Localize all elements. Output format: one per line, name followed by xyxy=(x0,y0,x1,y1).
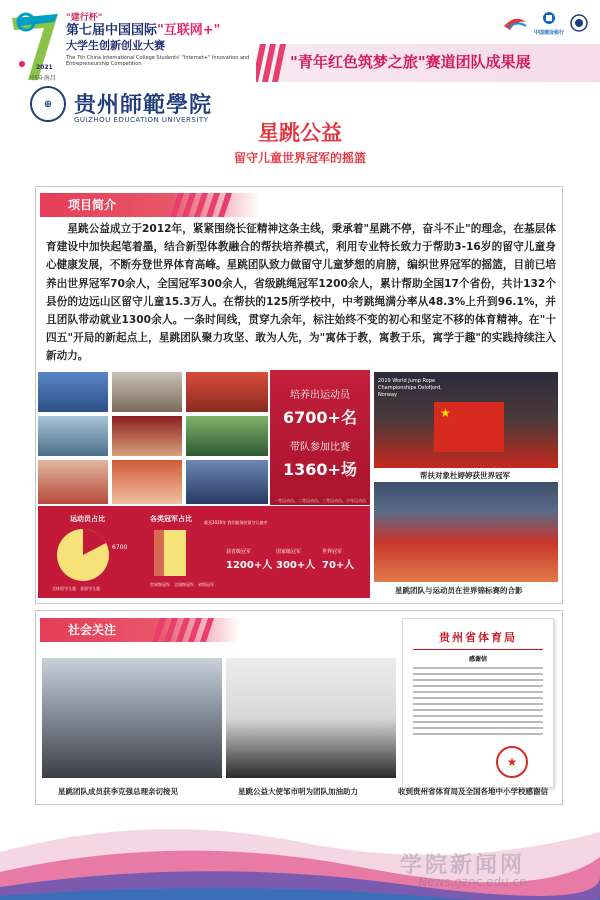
social-section-label: 社会关注 xyxy=(68,623,117,637)
provincial-label: 获省级冠军 xyxy=(226,549,252,555)
champion-legend xyxy=(150,582,214,588)
athletes-label: 培养出运动员 xyxy=(290,390,350,401)
legend-provincial: 省级冠军 xyxy=(198,582,214,587)
stats-panel xyxy=(270,370,370,505)
letter-head: 贵州省体育局 xyxy=(439,631,517,644)
competition-line2: 大学生创新创业大赛 xyxy=(66,39,165,52)
university-name: 贵州師範學院 xyxy=(74,92,213,118)
national-value: 300+人 xyxy=(276,560,316,571)
competition-english: The 7th China International College Students' "Internet+" Innovation and Entrepreneurship Competition xyxy=(66,55,250,67)
competition-location: 中国·南昌 xyxy=(30,75,56,82)
thanks-letter xyxy=(402,618,554,788)
competition-title-block xyxy=(66,10,266,67)
athletes-value: 6700+名 xyxy=(283,408,357,427)
champion-note: 截至2020年 我们服务的留守儿童中 xyxy=(204,520,268,525)
competition-slogan: "建行杯" xyxy=(66,13,103,23)
champion-share-label: 各类冠军占比 xyxy=(150,515,192,523)
champion-bar-segment xyxy=(154,530,164,576)
photo-team-7 xyxy=(38,460,108,504)
section-stripes-icon xyxy=(168,193,248,217)
photo-team-3 xyxy=(186,372,268,412)
intro-paragraph: 星跳公益成立于2012年，紧紧围绕长征精神这条主线，秉承着"星跳不停，奋斗不止"的理念，在基层体育建设中加快起笔着墨，结合新型体教融合的帮扶培养模式，利用专业特长致力于帮助3-16岁的留守儿童身心健康发展，不断夯登世界体育高峰。星跳团队致力做留守儿童梦想的肩膀，编织世界冠军的摇篮，目前已培养出世界冠军70余人，全国冠军300余人，省级跳绳冠军1200余人，累计帮助全国17个省份，共计132个县份的边远山区留守儿童15.3万人。在帮扶的125所学校中，中考跳绳满分率从48.3%上升到96.1%，并且团队带动就业1300余人。一条时间线，贯穿九余年，标注始终不变的初心和坚定不移的体育精神。在"十四五"开局的新起点上，星跳团队聚力攻坚、敢为人先，为"寓体于教，寓教于乐，寓学于趣"的实践持续注入新动力。 xyxy=(46,223,556,363)
watermark-url: News.gznc.edu.cn xyxy=(418,875,527,889)
letter-divider xyxy=(413,649,543,650)
university-english-name: GUIZHOU EDUCATION UNIVERSITY xyxy=(74,116,209,124)
competition-highlight: "互联网+" xyxy=(157,23,221,38)
world-value: 70+人 xyxy=(322,560,355,571)
photo-ambassador xyxy=(226,658,396,778)
athlete-pie-chart xyxy=(56,528,110,582)
athlete-levels-note: 一等运动员、二等运动员、三等运动员、少年运动员 xyxy=(274,498,366,503)
legend-world: 世界级冠军 xyxy=(150,582,170,587)
caption-ambassador: 星跳公益大使邹市明为团队加油助力 xyxy=(238,787,358,796)
champion-bar-chart xyxy=(150,528,190,578)
photo-team-6 xyxy=(186,416,268,456)
competitions-label: 带队参加比赛 xyxy=(290,442,350,453)
photo-team-5 xyxy=(112,416,182,456)
ccb-bank-icon xyxy=(540,11,558,25)
national-label: 国家级冠军 xyxy=(276,549,302,555)
banner-photo-text: 2019 World Jump Rope Championships Oslofjord, Norway xyxy=(378,378,442,398)
star-icon: ★ xyxy=(440,406,451,420)
photo-premier xyxy=(42,658,222,778)
caption-premier: 星跳团队成员获李克强总理亲切接见 xyxy=(58,787,178,796)
competition-logo-icon xyxy=(8,4,64,84)
competition-year: 2021 xyxy=(36,64,53,71)
section-stripes-icon xyxy=(150,618,230,642)
project-subtitle: 留守儿童世界冠军的摇篮 xyxy=(233,151,366,165)
photo-team-2 xyxy=(112,372,182,412)
svg-text:★: ★ xyxy=(506,755,518,769)
caption-thanks-letter: 收到贵州省体育局及全国各地中小学校感谢信 xyxy=(398,787,548,796)
legend-national: 全国级冠军 xyxy=(174,582,194,587)
athlete-share-label: 运动员占比 xyxy=(70,515,105,523)
photo-grid xyxy=(38,372,268,504)
intro-section-label: 项目简介 xyxy=(68,198,117,212)
pie-legend-1: 全体留守儿童 xyxy=(52,586,76,591)
sponsor-logos xyxy=(502,10,588,36)
world-label: 世界冠军 xyxy=(322,549,343,555)
letter-subhead: 感谢信 xyxy=(468,656,487,663)
chart-panel xyxy=(38,506,370,598)
bird-emblem-icon xyxy=(502,14,528,32)
pie-legend xyxy=(52,586,100,592)
competition-line1: 第七届中国国际 xyxy=(66,23,158,38)
banner-title: "青年红色筑梦之旅"赛道团队成果展 xyxy=(290,53,531,71)
pie-total: 6700 xyxy=(112,544,128,551)
photo-team-9 xyxy=(186,460,268,504)
caption-world-champion: 帮扶对象杜婷婷获世界冠军 xyxy=(420,471,510,480)
project-title: 星跳公益 xyxy=(258,121,342,145)
official-seal-icon xyxy=(495,745,529,779)
photo-team-8 xyxy=(112,460,182,504)
banner-stripes-icon xyxy=(256,44,286,82)
photo-world-champion xyxy=(374,372,558,468)
sponsor-bank-name: 中国建设银行 xyxy=(533,30,564,36)
pie-legend-2: 非留守儿童 xyxy=(80,586,100,591)
university-logo-icon: ⊕ xyxy=(30,86,66,122)
photo-team-4 xyxy=(38,416,108,456)
university-seal-icon xyxy=(570,14,588,32)
caption-team-photo: 星跳团队与运动员在世界锦标赛的合影 xyxy=(395,586,523,595)
provincial-value: 1200+人 xyxy=(226,560,273,571)
photo-team-1 xyxy=(38,372,108,412)
photo-team-world xyxy=(374,482,558,582)
watermark-cn: 学院新闻网 xyxy=(400,853,526,878)
competitions-value: 1360+场 xyxy=(283,460,357,479)
